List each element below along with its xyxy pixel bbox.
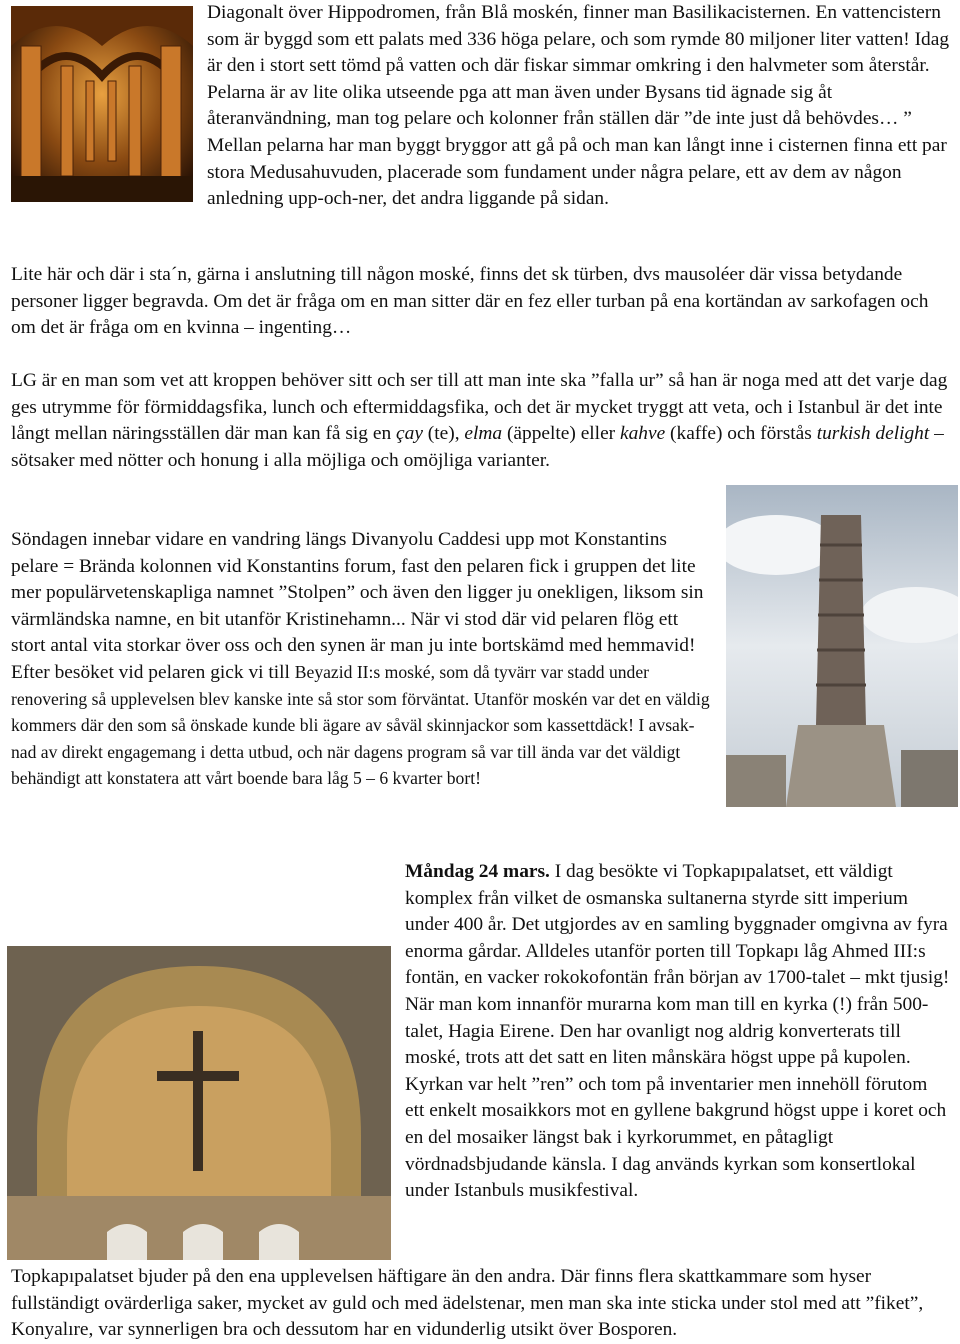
column-section bbox=[11, 527, 951, 811]
church-photo-art bbox=[7, 946, 391, 1260]
word-cay: çay bbox=[396, 423, 423, 445]
topkapi-text: I dag besökte vi Topkapıpalatset, ett väldigt komplex från vilket de osmanska sultanerna styrde sitt imperium under 400 år. Det utgjordes av en samling byggnader omgivna av fyra enorma gårdar. Alldeles utanför porten till Topkapı låg Ahmed III:s fontän, en vacker rokokofontän från början av 1700-talet – mkt tjusig! När man kom innanför murarna kom man till en kyrka (!) från 500-talet, Hagia Eirene. Den har ovanligt nog aldrig konverterats till moské, trots att det satt en liten månskära högst uppe på kupolen. Kyrkan var helt ”ren” och tom på inventarier men innehöll förutom ett enkelt mosaikkors mot en gyllene bakgrund högst uppe i koret och en del mosaiker längst bak i kyrkorummet, en påtagligt vördnadsbjudande känsla. I dag används kyrkan som konsertlokal under Istanbuls musikfestival. bbox=[405, 861, 950, 1202]
fika-text-c: (äppelte) eller bbox=[502, 423, 620, 445]
cistern-photo bbox=[11, 6, 193, 202]
fika-text-a: LG är en man som vet att kroppen behöver sitt och ser till att man inte ska ”falla ur” så han är noga med att det varje dag ges utrymme för förmiddagsfika, lunch och eftermiddagsfika, och det är mycket tryggt att veta, och i Istanbul är det inte långt mellan näringsställen där man kan få sig en bbox=[11, 370, 948, 445]
fika-text-e: – sötsaker med nötter och honung i alla möjliga och omöjliga varianter. bbox=[11, 423, 944, 471]
word-kahve: kahve bbox=[619, 423, 666, 445]
cistern-section bbox=[11, 0, 951, 213]
column-photo bbox=[726, 485, 958, 807]
column-photo-art bbox=[726, 485, 958, 807]
paragraph-cistern: Diagonalt över Hippodromen, från Blå moskén, finner man Basilikacisternen. En vattencistern som är byggd som ett palats med 336 höga pelare, och som rymde 80 miljoner liter vatten! Idag är den i stort sett tömd på vatten och där fiskar simmar omkring i den halvmeter som återstår. Pelarna är av lite olika utseende pga att man även under Bysans tid ägnade sig åt återanvändning, man tog pelare och kolonner från ställen där ”de inte just då behövdes… ” Mellan pelarna har man byggt bryggor att gå på och man kan långt inne i cisternen finna ett par stora Medusahuvuden, placerade som fundament under några pelare, ett av dem av någon anledning upp-och-ner, det andra liggande på sidan. bbox=[207, 2, 950, 210]
column-text-a: Söndagen innebar vidare en vandring längs Divanyolu Caddesi upp mot Konstantins pelare = Brända kolonnen vid Konstantins forum, fast den pelaren fick i gruppen det lite mer populärvetenskapliga namnet ”Stolpen” och även den ligger ju onekligen, liksom sin värmländska namne, en bit utanför Kristinehamn... När vi stod där vid pelaren flög ett stort antal vita storkar över oss och den synen är man ju inte bortskämd med hemmavid! Efter besöket vid pelaren gick vi till bbox=[11, 529, 704, 683]
fika-text-d: (kaffe) och förstås bbox=[665, 423, 817, 445]
column-text-b: Beyazid II:s moské, som då tyvärr var stadd under renovering så upplevelsen blev kanske inte så stor som förväntat. Utanför moskén var det en väldig kommers där den som så önskade kunde bli ägare av såväl skinnjackor som kassettdäck! I avsak-nad av direkt engagemang i detta utbud, och när dagens program så var till ända var det väldigt behändigt att konstatera att vårt boende bara låg 5 – 6 kvarter bort! bbox=[11, 661, 710, 789]
paragraph-turben: Lite här och där i sta´n, gärna i anslutning till någon moské, finns det sk türben, dvs mausoléer där vissa betydande personer ligger begravda. Om det är fråga om en man sitter där en fez eller turban på ena kortändan av sarkofagen och om det är fråga om en kvinna – ingenting… bbox=[11, 264, 929, 339]
date-heading: Måndag 24 mars. bbox=[405, 861, 550, 882]
church-photo bbox=[7, 946, 391, 1260]
paragraph-topkapi-more: Topkapıpalatset bjuder på den ena upplevelsen häftigare än den andra. Där finns flera skattkammare som hyser fullständigt ovärderliga saker, mycket av guld och med ädelstenar, men man ska inte sticka under stol med att ”fiket”, Konyalıre, var synnerligen bra och dessutom har en vidunderlig utsikt över Bosporen. bbox=[11, 1266, 924, 1341]
fika-text-b: (te), bbox=[422, 423, 465, 445]
word-turkish-delight: turkish delight bbox=[816, 423, 930, 445]
paragraph-fika bbox=[11, 368, 951, 474]
word-elma: elma bbox=[464, 423, 503, 445]
cistern-photo-art bbox=[11, 6, 193, 202]
